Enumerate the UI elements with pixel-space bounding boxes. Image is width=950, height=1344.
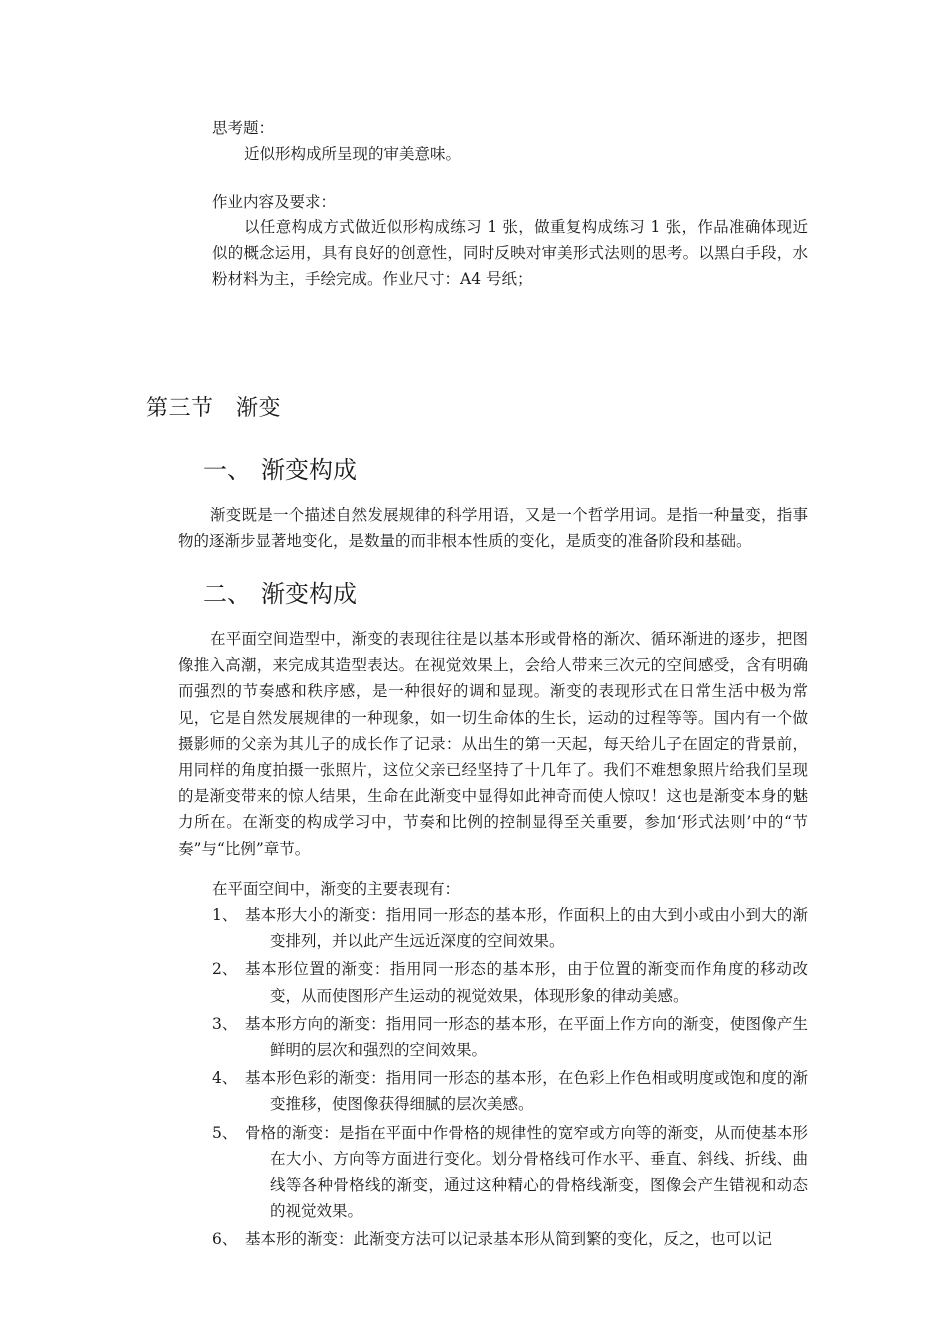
list-item	[212, 1065, 808, 1117]
forms-list	[212, 902, 808, 1255]
list-item	[212, 956, 808, 1008]
list-item-number: 4、	[212, 1069, 238, 1088]
list-item-number: 2、	[212, 960, 238, 979]
subsection-1-number: 一、	[203, 456, 251, 484]
assignment-text: 以任意构成方式做近似形构成练习 1 张，做重复构成练习 1 张，作品准确体现近似的概念运用，具有良好的创意性，同时反映对审美形式法则的思考。以黑白手段，水粉材料为主，手绘完成。作业尺寸：A4 号纸；	[212, 218, 808, 289]
list-item-text: 基本形位置的渐变：指用同一形态的基本形，由于位置的渐变而作角度的移动改变，从而使图形产生运动的视觉效果，体现形象的律动美感。	[245, 960, 808, 1005]
thinking-label: 思考题：	[212, 119, 275, 137]
list-item	[212, 902, 808, 954]
list-item-text: 基本形方向的渐变：指用同一形态的基本形，在平面上作方向的渐变，使图像产生鲜明的层次和强烈的空间效果。	[245, 1014, 808, 1060]
list-item-number: 5、	[212, 1123, 238, 1142]
subsection-2-number: 二、	[203, 580, 251, 608]
subsection-1-heading	[203, 454, 357, 486]
list-item-text: 基本形大小的渐变：指用同一形态的基本形，作面积上的由大到小或由小到大的渐变排列，并以此产生远近深度的空间效果。	[245, 906, 808, 951]
forms-intro: 在平面空间中，渐变的主要表现有：	[212, 880, 461, 898]
section-title: 第三节 渐变	[146, 396, 282, 421]
subsection-1-text: 渐变既是一个描述自然发展规律的科学用语，又是一个哲学用词。是指一种量变，指事物的逐渐步显著地变化，是数量的而非根本性质的变化，是质变的准备阶段和基础。	[178, 506, 808, 551]
list-item-text: 基本形的渐变：此渐变方法可以记录基本形从简到繁的变化，反之，也可以记	[245, 1230, 773, 1249]
subsection-2-title: 渐变构成	[261, 580, 357, 608]
thinking-text: 近似形构成所呈现的审美意味。	[244, 145, 462, 163]
subsection-2-heading	[203, 578, 357, 610]
list-item	[212, 1226, 808, 1252]
list-item-number: 6、	[212, 1230, 238, 1249]
list-item-text: 骨格的渐变：是指在平面中作骨格的规律性的宽窄或方向等的渐变，从而使基本形在大小、方向等方面进行变化。划分骨格线可作水平、垂直、斜线、折线、曲线等各种骨格线的渐变，通过这种精心的骨格线渐变，图像会产生错视和动态的视觉效果。	[245, 1123, 808, 1221]
assignment-label: 作业内容及要求：	[212, 193, 337, 211]
subsection-1-title: 渐变构成	[261, 456, 357, 484]
list-item-number: 3、	[212, 1014, 238, 1033]
list-item	[212, 1120, 808, 1225]
list-item-number: 1、	[212, 906, 238, 924]
list-item	[212, 1011, 808, 1063]
subsection-2-text: 在平面空间造型中，渐变的表现往往是以基本形或骨格的渐次、循环渐进的逐步，把图像推入高潮，来完成其造型表达。在视觉效果上，会给人带来三次元的空间感受，含有明确而强烈的节奏感和秩序感，是一种很好的调和显现。渐变的表现形式在日常生活中极为常见，它是自然发展规律的一种现象，如一切生命体的生长，运动的过程等等。国内有一个做摄影师的父亲为其儿子的成长作了记录：从出生的第一天起，每天给儿子在固定的背景前，用同样的角度拍摄一张照片，这位父亲已经坚持了十几年了。我们不难想象照片给我们呈现的是渐变带来的惊人结果，生命在此渐变中显得如此神奇而使人惊叹！这也是渐变本身的魅力所在。在渐变的构成学习中，节奏和比例的控制显得至关重要，参加‘形式法则’中的“节奏”与“比例”章节。	[178, 630, 808, 858]
list-item-text: 基本形色彩的渐变：指用同一形态的基本形，在色彩上作色相或明度或饱和度的渐变推移，使图像获得细腻的层次美感。	[245, 1069, 808, 1114]
